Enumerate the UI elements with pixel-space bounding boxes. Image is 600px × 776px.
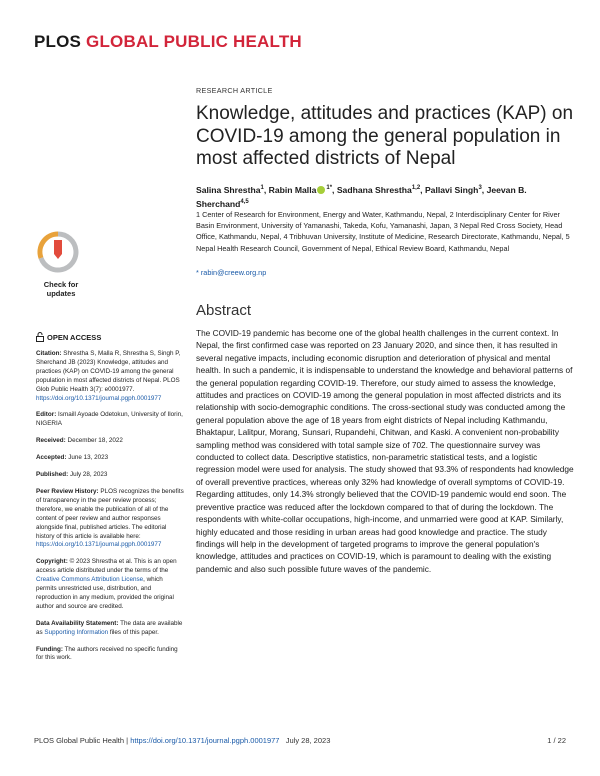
footer-date: July 28, 2023: [285, 736, 331, 745]
accepted-block: Accepted: June 13, 2023: [36, 454, 109, 462]
check-updates-line2: updates: [46, 288, 76, 298]
author-name[interactable]: Sadhana Shrestha: [336, 184, 412, 195]
data-availability-block: Data Availability Statement: The data are available as Supporting Information files of this paper.: [36, 619, 183, 636]
check-updates-line1: Check for: [43, 280, 79, 289]
author-list: Salina Shrestha$^1$, Rabin Malla $^{1*}$, Sadhana Shrestha$^{1,2}$, Pallavi Singh$^3$, Jeevan B. Sherchand$^{4,5}$: [196, 184, 527, 210]
peer-review-link[interactable]: https://doi.org/10.1371/journal.pgph.0001977: [36, 541, 162, 549]
page-number: 1 / 22: [547, 736, 566, 745]
copyright-block: Copyright: © 2023 Shrestha et al. This is an open access article distributed under the terms of the Creative Commons Attribution License, which permits unrestricted use, distribution, and reproduction in any medium, provided the original author and source are credited.: [36, 558, 177, 610]
affiliations: 1 Center of Research for Environment, Energy and Water, Kathmandu, Nepal, 2 Interdisciplinary Center for River Basin Environment, University of Yamanashi, Takeda, Kofu, Yamanashi, Japan, 3 Nepal Red Cross Society, Head Office, Kathmandu, Nepal, 4 Tribhuvan University, Institute of Medicine, Research Directorate, Kathmandu, Nepal, 5 Nepal Health Research Council, Government of Nepal, Ethical Review Board, Kathmandu, Nepal: [196, 210, 570, 253]
check-for-updates-button[interactable]: [36, 230, 86, 298]
corresponding-email[interactable]: * rabin@creew.org.np: [196, 268, 267, 277]
check-updates-icon: [36, 230, 80, 274]
license-link[interactable]: Creative Commons Attribution License: [36, 576, 144, 584]
open-access-badge: [36, 332, 101, 342]
open-lock-icon: [36, 332, 44, 342]
citation-doi-link[interactable]: https://doi.org/10.1371/journal.pgph.0001977: [36, 394, 162, 402]
article-title: Knowledge, attitudes and practices (KAP) on COVID-19 among the general population in most affected districts of Nepal: [196, 103, 574, 169]
journal-logo[interactable]: [34, 32, 302, 52]
orcid-icon[interactable]: [317, 186, 325, 194]
funding-block: Funding: The authors received no specific funding for this work.: [36, 645, 178, 662]
open-access-label: OPEN ACCESS: [47, 332, 102, 342]
author-name[interactable]: Salina Shrestha: [196, 184, 261, 195]
article-info-sidebar: [36, 350, 184, 671]
abstract-body: The COVID-19 pandemic has become one of the global health challenges in the current context. In Nepal, the first confirmed case was reported on 23 January 2020, and since then, it has resulted in several negative impacts, including economic disruption and deterioration of physical and mental health. In such a pandemic, it is indispensable to understand the knowledge and behavioral patterns of the general population regarding COVID-19. Therefore, our study aimed to assess the knowledge, attitudes and practices on COVID-19 among the general population in most affected districts and its relationship with socio-demographic conditions. The cross-sectional study was conducted among the general population above the age of 18 years from eight districts of Nepal including Kathmandu, Bhaktapur, Lalitpur, Morang, Sunsari, Rupandehi, Chitwan, and Kaski. A convenient non-probability sampling method was considered with total sample size of 702. The questionnaire survey was conducted to collect data. Descriptive statistics, non-parametric statistical tests, and a logistic regression model were used for analysis. The study showed that 93.3% of respondents had knowledge of overall preventive practices, whereas only 32% had knowledge of overall symptoms of COVID-19. Regarding attitudes, only 14.3% strongly believed that the COVID-19 pandemic would end soon. The preventive practice was reduced after the lockdown compared to that of during the lockdown. The respondents with white-collar occupations, high-income, and unmarried were good at KAP. Similarly, highly educated and those residing in urban areas had good knowledge and practice. The study findings will help in the development of targeted programs to improve the general population's knowledge, attitudes and practices on COVID-19, which is paramount to dealing with the existing pandemic and also such possible future waves of the pandemic.: [196, 328, 574, 574]
received-block: Received: December 18, 2022: [36, 437, 123, 445]
footer-journal: PLOS Global Public Health: [34, 736, 125, 745]
page-footer: PLOS Global Public Health | https://doi.org/10.1371/journal.pgph.0001977 July 28, 2023 1 / 22: [34, 736, 566, 745]
journal-name: GLOBAL PUBLIC HEALTH: [86, 32, 302, 51]
abstract-heading: Abstract: [196, 302, 252, 319]
author-name[interactable]: Jeevan B. Sherchand: [196, 184, 527, 210]
plos-wordmark: PLOS: [34, 32, 82, 51]
author-name[interactable]: Rabin Malla: [268, 184, 317, 195]
peer-review-block: Peer Review History: PLOS recognizes the benefits of transparency in the peer review process; therefore, we enable the publication of all of the content of peer review and author responses alongside final, published articles. The editorial history of this article is available here: https://doi.org/10.1371/journal.pgph.0001977: [36, 487, 184, 549]
supporting-info-link[interactable]: Supporting Information: [44, 628, 109, 636]
published-block: Published: July 28, 2023: [36, 471, 108, 479]
author-name[interactable]: Pallavi Singh: [424, 184, 479, 195]
article-type: RESEARCH ARTICLE: [196, 86, 273, 95]
footer-doi-link[interactable]: https://doi.org/10.1371/journal.pgph.0001977: [130, 736, 280, 745]
citation-block: Citation: Shrestha S, Malla R, Shrestha S, Singh P, Sherchand JB (2023) Knowledge, attitudes and practices (KAP) on COVID-19 among the general population in most affected districts of Nepal. PLOS Glob Public Health 3(7): e0001977. https://doi.org/10.1371/journal.pgph.0001977: [36, 350, 181, 402]
editor-block: Editor: Ismaill Ayoade Odetokun, University of Ilorin, NIGERIA: [36, 411, 183, 428]
